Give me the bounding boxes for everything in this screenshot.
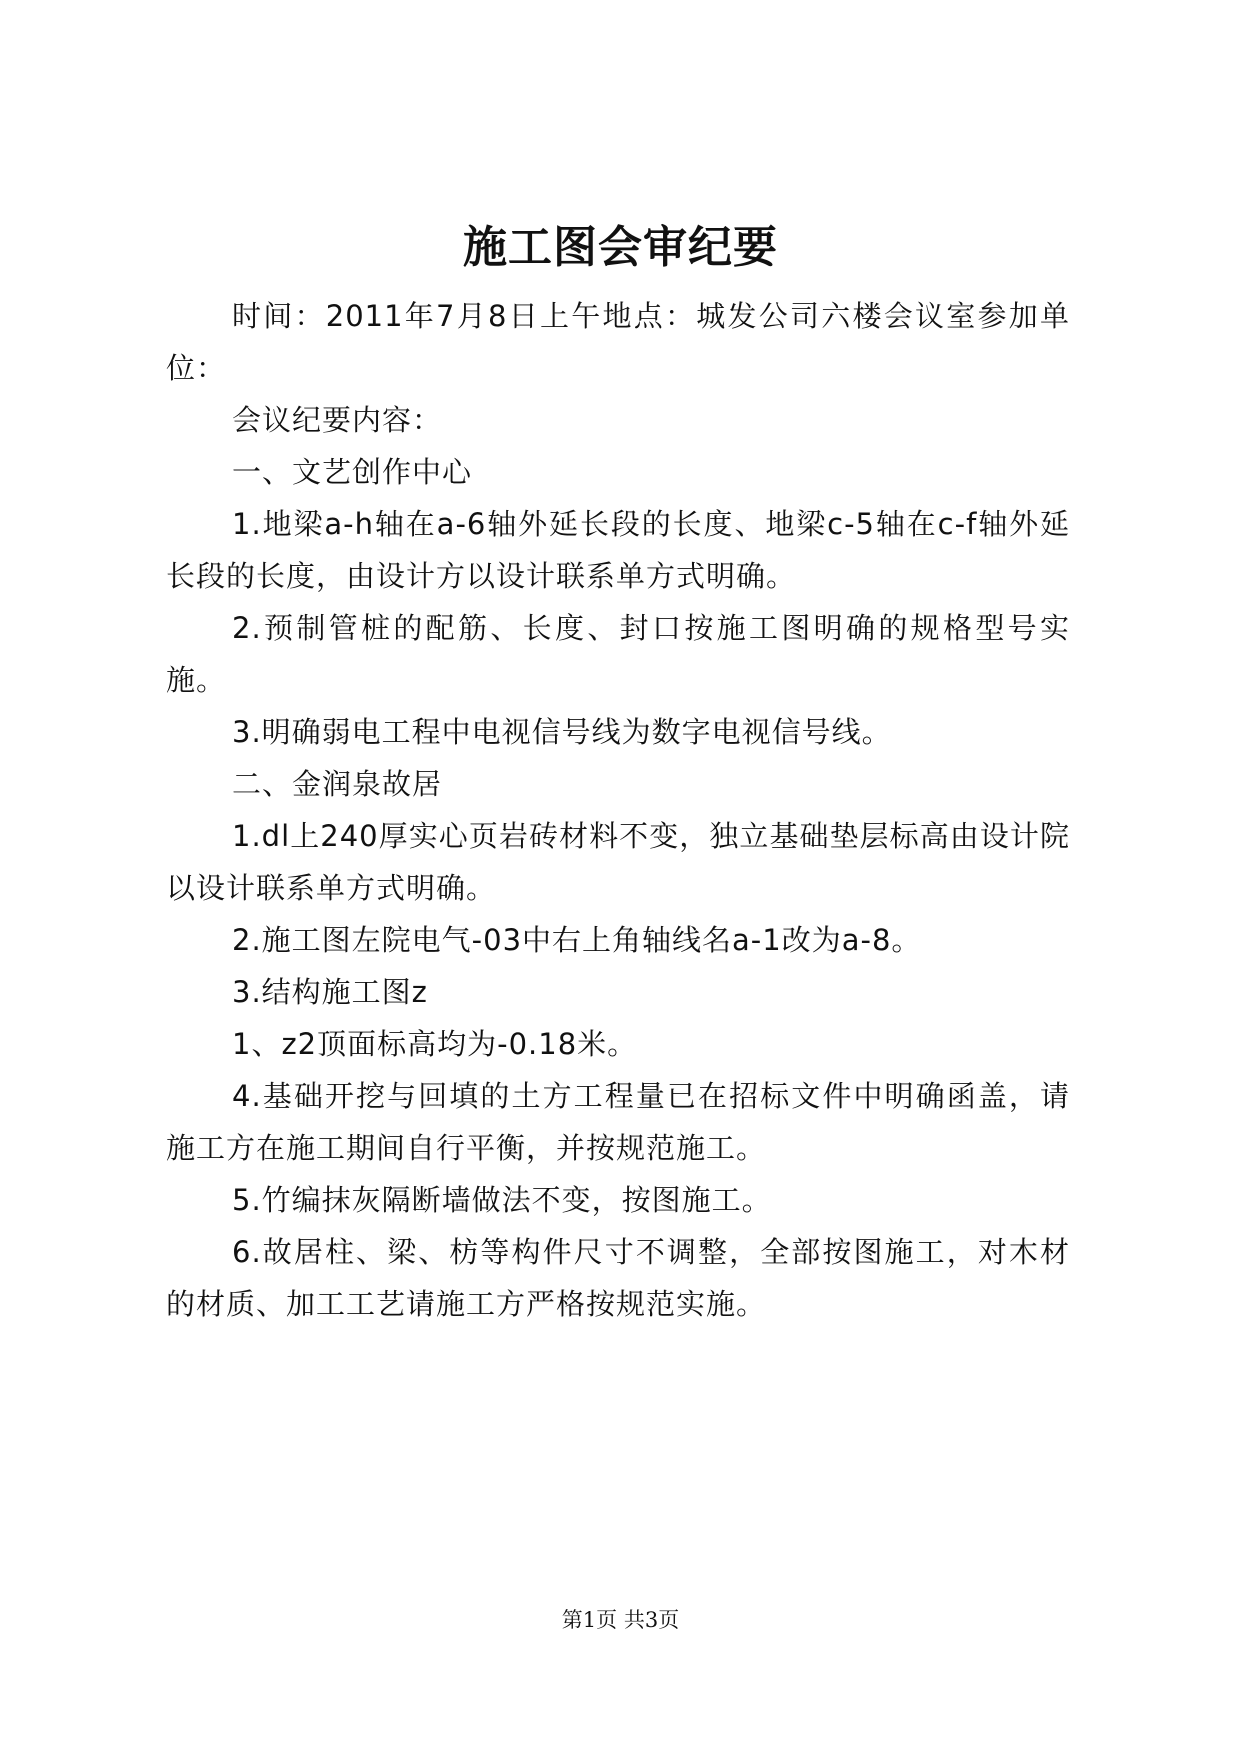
list-item: 1.dl上240厚实心页岩砖材料不变，独立基础垫层标高由设计院以设计联系单方式明确。 bbox=[166, 819, 1070, 905]
list-item: 5.竹编抹灰隔断墙做法不变，按图施工。 bbox=[232, 1183, 772, 1217]
list-item: 2.施工图左院电气-03中右上角轴线名a-1改为a-8。 bbox=[232, 923, 922, 957]
list-item: 3.结构施工图z bbox=[232, 975, 428, 1009]
list-item: 3.明确弱电工程中电视信号线为数字电视信号线。 bbox=[232, 715, 892, 749]
section-heading-1: 一、文艺创作中心 bbox=[232, 455, 473, 489]
document-body bbox=[166, 290, 1070, 1330]
list-item: 1、z2顶面标高均为-0.18米。 bbox=[232, 1027, 638, 1061]
document-title: 施工图会审纪要 bbox=[463, 222, 778, 273]
meeting-info-paragraph: 时间：2011年7月8日上午地点：城发公司六楼会议室参加单位： bbox=[166, 299, 1070, 385]
section-heading-2: 二、金润泉故居 bbox=[232, 767, 443, 801]
list-item: 4.基础开挖与回填的土方工程量已在招标文件中明确函盖，请施工方在施工期间自行平衡，并按规范施工。 bbox=[166, 1079, 1070, 1165]
list-item: 6.故居柱、梁、枋等构件尺寸不调整，全部按图施工，对木材的材质、加工工艺请施工方严格按规范实施。 bbox=[166, 1235, 1070, 1321]
minutes-content-heading: 会议纪要内容： bbox=[232, 403, 443, 437]
page-footer: 第1页 共3页 bbox=[561, 1608, 680, 1632]
list-item: 1.地梁a-h轴在a-6轴外延长段的长度、地梁c-5轴在c-f轴外延长段的长度，由设计方以设计联系单方式明确。 bbox=[166, 507, 1070, 593]
list-item: 2.预制管桩的配筋、长度、封口按施工图明确的规格型号实施。 bbox=[166, 611, 1070, 697]
